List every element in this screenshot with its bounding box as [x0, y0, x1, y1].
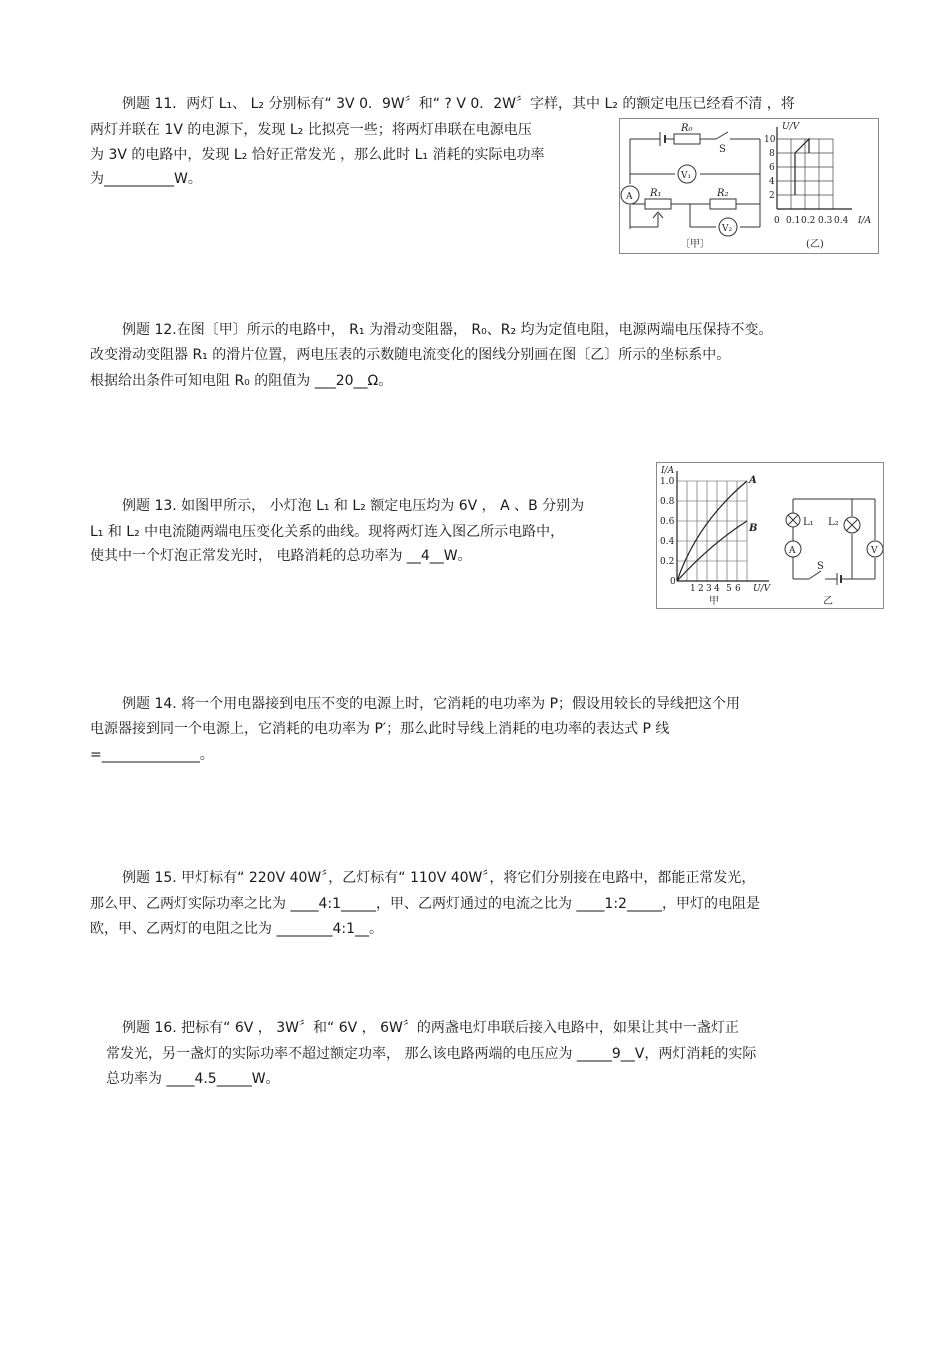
curve-b-label: B [749, 523, 758, 534]
label-r2: R₂ [717, 188, 729, 199]
graph11-xtick: 0.4 [834, 216, 849, 226]
graph11-origin: 0 [774, 216, 780, 226]
q11-line-4: 为__________W。 [90, 171, 202, 187]
graph13-ytick: 0.6 [660, 517, 675, 527]
q14-line-1: 例题 14. 将一个用电器接到电压不变的电源上时，它消耗的电功率为 P；假设用较长的导线把这个用 [122, 696, 741, 712]
graph13-ytick: 0.8 [660, 497, 675, 507]
label-s: S [719, 144, 726, 155]
q16-line-2: 常发光，另一盏灯的实际功率不超过额定功率， 那么该电路两端的电压应为 _____9__V，两灯消耗的实际 [106, 1046, 757, 1062]
label-r1: R₁ [650, 188, 662, 199]
graph13-xlabel: U/V [753, 584, 771, 594]
label-v: V [871, 546, 878, 556]
q11-figure [619, 118, 879, 254]
q15-line-3: 欧，甲、乙两灯的电阻之比为 ________4:1__。 [90, 921, 383, 937]
label-v1: V₁ [681, 171, 692, 181]
curve-a [677, 481, 747, 581]
graph11-xtick: 0.2 [801, 216, 816, 226]
graph13-xtick: 6 [735, 584, 741, 594]
q14-line-2: 电源器接到同一个电源上，它消耗的电功率为 P′；那么此时导线上消耗的电功率的表达式 P 线 [90, 721, 670, 737]
graph11-ytick: 2 [769, 191, 775, 201]
graph11-ytick: 6 [769, 163, 775, 173]
graph11-xtick: 0.3 [818, 216, 833, 226]
q11-line-2: 两灯并联在 1V 的电源下，发现 L₂ 比拟亮一些；将两灯串联在电源电压 [90, 122, 532, 138]
q15-line-1: 例题 15. 甲灯标有“ 220V 40W〞，乙灯标有“ 110V 40W〞，将它们分别接在电路中，都能正常发光， [122, 870, 756, 886]
graph13-xtick: 3 [706, 584, 712, 594]
graph13-xtick: 5 [726, 584, 732, 594]
q12-line-3: 根据给出条件可知电阻 R₀ 的阻值为 ___20__Ω。 [90, 373, 393, 389]
graph13-ytick: 0.2 [660, 557, 675, 567]
graph13-xtick: 2 [698, 584, 704, 594]
q14-line-3: =______________。 [90, 747, 214, 763]
q15-line-2: 那么甲、乙两灯实际功率之比为 ____4:1_____，甲、乙两灯通过的电流之比为 ____1:2_____，甲灯的电阻是 [90, 896, 760, 912]
graph11-ytick: 10 [764, 135, 776, 145]
q13-figure [656, 462, 884, 609]
caption-jia: 甲 [709, 596, 719, 607]
graph13-xtick: 1 [690, 584, 696, 594]
graph11-xtick: 0.1 [786, 216, 801, 226]
graph11-ylabel: U/V [782, 122, 800, 132]
label-l2: L₂ [828, 517, 839, 528]
caption-yi: 乙 [823, 596, 833, 607]
q16-line-3: 总功率为 ____4.5_____W。 [106, 1071, 280, 1087]
q13-line-3: 使其中一个灯泡正常发光时， 电路消耗的总功率为 __4__W。 [90, 548, 472, 564]
curve-b [677, 521, 747, 581]
graph11-ytick: 8 [769, 149, 775, 159]
q11-line-1: 例题 11．两灯 L₁、 L₂ 分别标有“ 3V 0．9W〞和“ ? V 0．2W〞字样，其中 L₂ 的额定电压已经看不清 ，将 [122, 96, 795, 112]
graph13-origin: 0 [670, 577, 676, 587]
caption-yi: (乙) [806, 239, 824, 250]
q16-line-1: 例题 16. 把标有“ 6V ， 3W〞和“ 6V ， 6W〞的两盏电灯串联后接入电路中，如果让其中一盏灯正 [122, 1020, 739, 1036]
q13-line-1: 例题 13. 如图甲所示， 小灯泡 L₁ 和 L₂ 额定电压均为 6V ， A 、B 分别为 [122, 498, 585, 514]
graph13-xtick: 4 [714, 584, 720, 594]
q13-line-2: L₁ 和 L₂ 中电流随两端电压变化关系的曲线。现将两灯连入图乙所示电路中， [90, 524, 565, 540]
q12-line-2: 改变滑动变阻器 R₁ 的滑片位置，两电压表的示数随电流变化的图线分别画在图〔乙〕所示的坐标系中。 [90, 347, 731, 363]
graph13-ytick: 1.0 [660, 477, 675, 487]
graph13-ytick: 0.4 [660, 537, 675, 547]
label-v2: V₂ [722, 224, 733, 234]
caption-jia: 〔甲〕 [680, 239, 710, 250]
q12-line-1: 例题 12.在图〔甲〕所示的电路中， R₁ 为滑动变阻器， R₀、R₂ 均为定值电阻，电源两端电压保持不变。 [122, 322, 773, 338]
graph11-xlabel: I/A [858, 216, 872, 226]
label-r0: R₀ [681, 123, 693, 134]
graph11-ytick: 4 [769, 177, 775, 187]
label-s: S [817, 561, 824, 572]
q11-line-3: 为 3V 的电路中，发现 L₂ 恰好正常发光 ，那么此时 L₁ 消耗的实际电功率 [90, 147, 545, 163]
label-a: A [626, 192, 633, 202]
curve-a-label: A [749, 475, 757, 486]
label-l1: L₁ [803, 517, 814, 528]
label-a: A [789, 546, 796, 556]
graph13-ylabel: I/A [661, 466, 675, 476]
